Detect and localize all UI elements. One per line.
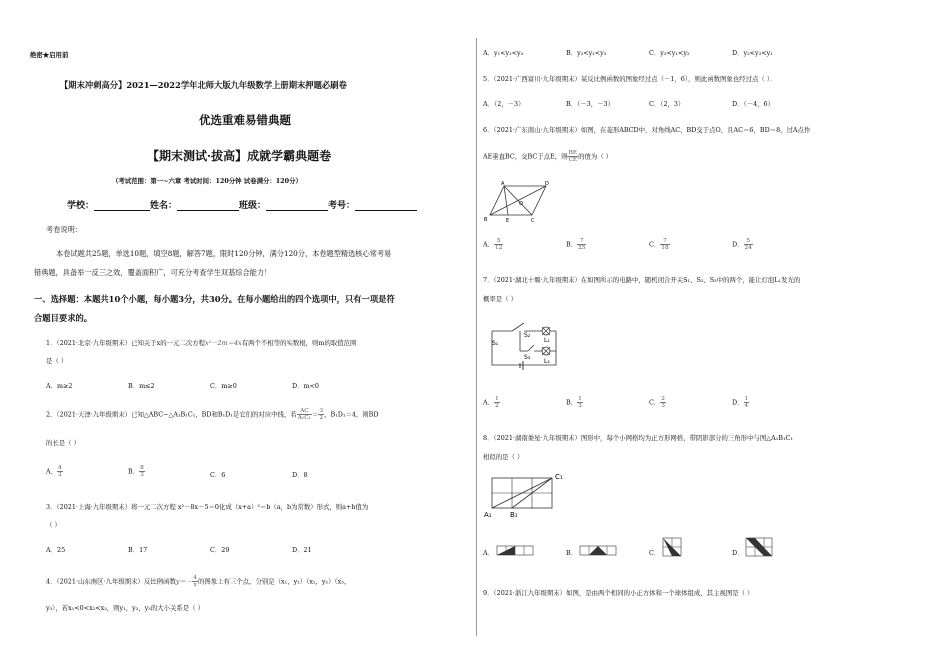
- q7-stem: 7．（2021·湖北十堰·九年级期末）在如图所示的电路中，随机闭合开关S₁、S₂、S₃中的两个，能让灯泡L₁发光的: [483, 276, 801, 284]
- q6-option-d[interactable]: D． $\frac{5}{24}$: [732, 238, 752, 251]
- instructions-line1: 本卷试题共25题，单选10题，填空8题，解答7题，限时120分钟，满分120分，本卷题型精选核心常考易: [56, 249, 392, 258]
- q2-option-b[interactable]: B． $\frac{8}{3}$: [128, 465, 144, 478]
- q6-option-b[interactable]: B． $\frac{7}{25}$: [566, 238, 586, 251]
- q7-stem-cont: 概率是（ ）: [483, 295, 517, 303]
- q8-option-c-figure: [661, 536, 687, 560]
- q5-option-d[interactable]: D．（－4，6）: [732, 100, 775, 108]
- q8-stem-cont: 相似的是（ ）: [483, 453, 524, 461]
- fig-label-c: C: [531, 218, 535, 224]
- switch-s1-label: S₁: [492, 340, 499, 347]
- q1-stem: 1．（2021·北京·九年级期末）已知关于x的一元二次方程x²－2m＝4x有两个不相等的实数根，则m的取值范围: [46, 339, 357, 347]
- q6-stem: 6．（2021·广东南山·九年级期末）如图，在菱形ABCD中，对角线AC、BD交于点O，且AC＝6，BD＝8，过A点作: [483, 126, 811, 134]
- exam-series-title: 【期末冲刺高分】2021—2022学年北师大版九年级数学上册期末押题必刷卷: [60, 80, 347, 90]
- number-blank[interactable]: [355, 201, 417, 211]
- q3-option-d[interactable]: D．21: [292, 546, 312, 554]
- q4-stem-cont: y₃），若x₁<0<x₂<x₃，则y₁，y₂，y₃的大小关系是（ ）: [46, 604, 205, 612]
- section1-heading-cont: 合题目要求的。: [34, 313, 93, 323]
- q4-option-c[interactable]: C．y₃<y₁<y₂: [649, 49, 690, 57]
- instructions-line2: 错典题，具备举一反三之效，覆盖面积广，可充分考查学生双基综合能力！: [34, 268, 272, 277]
- fig-label-o: O: [519, 201, 523, 207]
- class-label: 班级：: [239, 201, 267, 211]
- q8-option-a[interactable]: A．: [483, 549, 495, 557]
- q7-option-a[interactable]: A． $\frac{1}{2}$: [483, 396, 499, 409]
- q2-option-c[interactable]: C．6: [210, 471, 226, 479]
- q3-stem-cont: （ ）: [46, 521, 61, 529]
- fig-label-e: E: [506, 218, 510, 224]
- q5-option-a[interactable]: A．（2，－3）: [483, 100, 525, 108]
- q8-option-a-figure: [496, 544, 536, 558]
- q3-option-b[interactable]: B．17: [128, 546, 148, 554]
- q7-option-d[interactable]: D． $\frac{1}{4}$: [732, 396, 749, 409]
- q8-option-d[interactable]: D．: [732, 549, 744, 557]
- q9-stem: 9．（2021·浙江九年级期末）如图，是由两个相同的小正方体和一个球体组成，其主视图是（ ）: [483, 589, 754, 597]
- q4-stem: 4．（2021·山东南区·九年级期末）反比例函数y＝－ $\frac{4}{x}$ 的图象上有三个点，分别是（x₁，y₁）（x₂，y₂）（x₃，: [46, 575, 351, 588]
- subtitle: 优选重难易错典题: [199, 113, 291, 127]
- q2-stem: 2．（2021·天津·九年级期末）已知△ABC∽△A₁B₁C₁，BD和B₁D₁是它们的对应中线，若 $\frac{AC}{\text{A₁C₁}}$ ＝ $\frac{3}{2}$ ，B₁D₁＝4，则BD: [46, 408, 379, 421]
- q3-stem: 3．（2021·上海·九年级期末）将一元二次方程 x²－8x－5＝0化成（x+a）²＝b（a，b为常数）形式，则a+b值为: [46, 503, 369, 511]
- fig-label-a: A: [501, 181, 505, 187]
- q6-stem-cont: AE垂直BC，交BC于点E，则 $\frac{BE}{CE}$ 的值为（ ）: [483, 150, 613, 163]
- student-info-row: [67, 198, 417, 211]
- q1-option-a[interactable]: A．m≥2: [46, 382, 73, 390]
- bulb-l1-label: L₁: [544, 337, 550, 344]
- q3-option-a[interactable]: A．25: [46, 546, 66, 554]
- school-blank[interactable]: [94, 201, 150, 211]
- q5-stem: 5．（2021·广西富川·九年级期末）某反比例函数的图象经过点（－1，6），则此函数图象也经过点（ ）．: [483, 75, 777, 83]
- fig-label-a1: A₁: [484, 511, 492, 519]
- school-label: 学校：: [67, 201, 95, 211]
- instructions-label: 考卷说明：: [46, 225, 82, 234]
- q7-option-b[interactable]: B． $\frac{1}{3}$: [566, 396, 582, 409]
- q1-option-c[interactable]: C．m≥0: [210, 382, 237, 390]
- name-blank[interactable]: [177, 201, 239, 211]
- q5-option-b[interactable]: B．（－3，－3）: [566, 100, 614, 108]
- switch-s3-label: S₃: [524, 354, 531, 361]
- q8-option-d-figure: [744, 536, 774, 560]
- class-blank[interactable]: [266, 201, 328, 211]
- q8-stem: 8．（2021·湖南娄星·九年级期末）图形中，每个小网格均为正方形网格，带阴影部分的三角形中与图△A₁B₁C₁: [483, 434, 794, 442]
- q2-option-d[interactable]: D．8: [292, 471, 308, 479]
- q7-option-c[interactable]: C． $\frac{2}{3}$: [649, 396, 665, 409]
- exam-info: （考试范围：第一~六章 考试时间：120分钟 试卷满分：120分）: [112, 177, 302, 185]
- q4-option-a[interactable]: A．y₁<y₂<y₃: [483, 49, 524, 57]
- q5-option-c[interactable]: C．（2，3）: [649, 100, 685, 108]
- q8-option-b[interactable]: B．: [566, 549, 578, 557]
- q3-option-c[interactable]: C．29: [210, 546, 230, 554]
- q6-option-c[interactable]: C． $\frac{7}{18}$: [649, 238, 669, 251]
- circuit-figure: [484, 313, 564, 373]
- q2-stem-cont: 的长是（ ）: [46, 439, 80, 447]
- rhombus-figure: [482, 180, 554, 224]
- fig-label-d: D: [545, 181, 549, 187]
- q1-option-b[interactable]: B．m≤2: [128, 382, 155, 390]
- q4-option-b[interactable]: B．y₂<y₁<y₃: [566, 49, 607, 57]
- q1-stem-cont: 是（ ）: [46, 357, 68, 365]
- column-divider: [476, 38, 477, 636]
- switch-s2-label: S₂: [524, 332, 531, 339]
- q1-option-d[interactable]: D．m<0: [292, 382, 319, 390]
- q8-option-b-figure: [579, 544, 619, 558]
- bulb-l2-label: L₂: [544, 358, 550, 365]
- q6-option-a[interactable]: A． $\frac{5}{12}$: [483, 238, 503, 251]
- q4-option-d[interactable]: D．y₂<y₃<y₁: [732, 49, 773, 57]
- grid-triangle-figure: [482, 470, 572, 522]
- fig-label-b: B: [484, 217, 488, 223]
- fig-label-b1: B₁: [510, 511, 518, 519]
- number-label: 考号：: [328, 201, 356, 211]
- fig-label-c1: C₁: [555, 473, 563, 481]
- name-label: 姓名：: [150, 201, 178, 211]
- section1-heading: 一、选择题：本题共10个小题，每小题3分，共30分。在每小题给出的四个选项中，只有一项是符: [34, 294, 395, 304]
- paper-title: 【期末测试·拔高】成就学霸典题卷: [147, 149, 332, 163]
- secret-label: 绝密★启用前: [30, 51, 69, 59]
- q2-option-a[interactable]: A． $\frac{4}{3}$: [46, 465, 62, 478]
- q8-option-c[interactable]: C．: [649, 549, 661, 557]
